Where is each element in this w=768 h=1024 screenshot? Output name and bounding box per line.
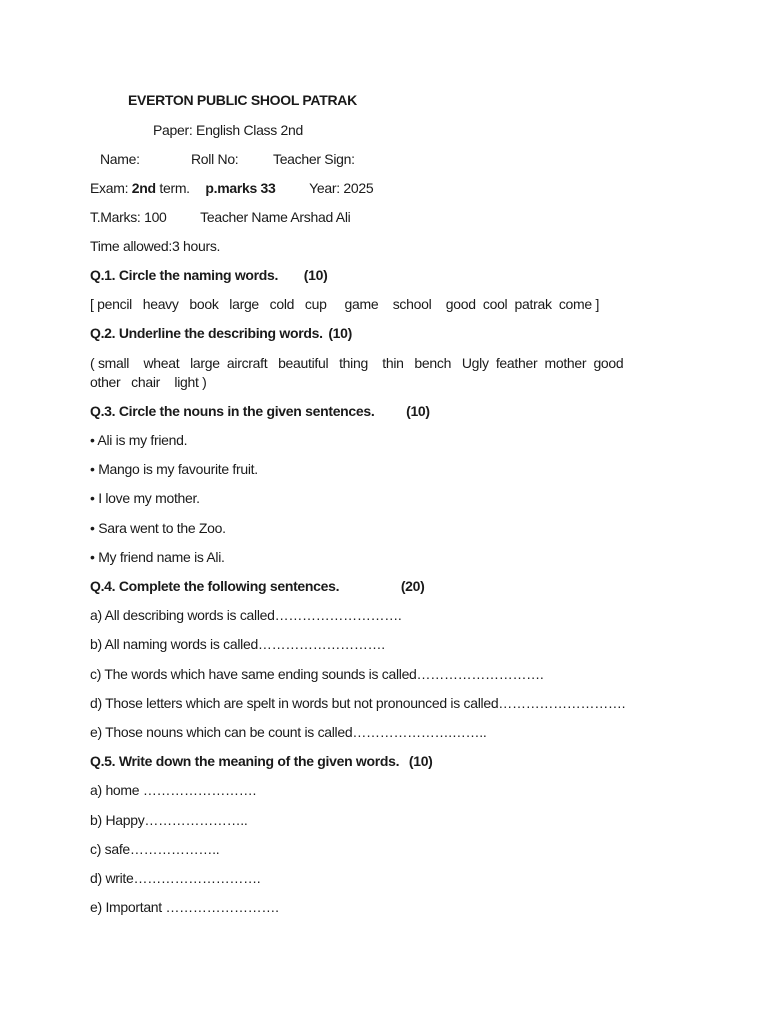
q1-number: Q.1. — [90, 267, 116, 283]
q3-sentence: • I love my mother. — [90, 490, 200, 506]
roll-label: Roll No: — [191, 151, 239, 167]
teacher-sign-label: Teacher Sign: — [273, 151, 355, 167]
q1-words: [ pencil heavy book large cold cup game school good cool patrak come ] — [90, 296, 600, 312]
q3-title: Circle the nouns in the given sentences. — [118, 403, 375, 419]
q3-sentence: • Mango is my favourite fruit. — [90, 461, 258, 477]
q5-item: b) Happy………………….. — [90, 812, 248, 828]
q4-item: a) All describing words is called………………………. — [90, 607, 402, 623]
school-title: EVERTON PUBLIC SHOOL PATRAK — [128, 92, 357, 108]
exam-suffix: term. — [159, 180, 190, 196]
q4-title: Complete the following sentences. — [118, 578, 340, 594]
q2-words: ( small wheat large aircraft beautiful thing thin bench Ugly feather mother good other chair light ) — [90, 355, 627, 390]
q5-item: d) write………………………. — [90, 870, 261, 886]
q3-sentence: • My friend name is Ali. — [90, 549, 225, 565]
q5-marks: (10) — [408, 753, 433, 769]
pass-marks: p.marks 33 — [205, 180, 276, 196]
q2-heading — [90, 324, 352, 342]
q3-heading — [90, 402, 430, 420]
q4-number: Q.4. — [90, 578, 116, 594]
q3-marks: (10) — [406, 403, 430, 419]
year: Year: 2025 — [309, 180, 374, 196]
exam-label: Exam: — [90, 180, 129, 196]
q3-sentence: • Ali is my friend. — [90, 432, 188, 448]
q5-item: a) home ……………………. — [90, 782, 257, 798]
q4-marks: (20) — [400, 578, 425, 594]
q2-marks: (10) — [328, 325, 353, 341]
paper-subtitle: Paper: English Class 2nd — [153, 122, 303, 138]
exam-info-row — [90, 179, 373, 197]
time-allowed: Time allowed:3 hours. — [90, 238, 221, 254]
teacher-name: Teacher Name Arshad Ali — [200, 209, 351, 225]
q4-item: c) The words which have same ending sounds is called………………………. — [90, 666, 544, 682]
q5-item: c) safe……………….. — [90, 841, 220, 857]
name-label: Name: — [100, 151, 140, 167]
q4-item: e) Those nouns which can be count is called………………….…….. — [90, 724, 487, 740]
q5-heading — [90, 752, 433, 770]
q2-title: Underline the describing words. — [118, 325, 323, 341]
q2-number: Q.2. — [90, 325, 116, 341]
q4-heading — [90, 577, 425, 595]
total-marks: T.Marks: 100 — [90, 209, 167, 225]
q1-marks: (10) — [303, 267, 328, 283]
q1-heading — [90, 266, 327, 284]
q4-item: b) All naming words is called………………………. — [90, 636, 385, 652]
marks-teacher-row — [90, 208, 350, 226]
q5-item: e) Important ……………………. — [90, 899, 279, 915]
q5-number: Q.5. — [90, 753, 116, 769]
q4-item: d) Those letters which are spelt in words but not pronounced is called………………………. — [90, 695, 626, 711]
q3-sentence: • Sara went to the Zoo. — [90, 520, 226, 536]
q1-title: Circle the naming words. — [118, 267, 279, 283]
q5-title: Write down the meaning of the given words. — [118, 753, 400, 769]
exam-value: 2nd — [131, 180, 156, 196]
q3-number: Q.3. — [90, 403, 116, 419]
